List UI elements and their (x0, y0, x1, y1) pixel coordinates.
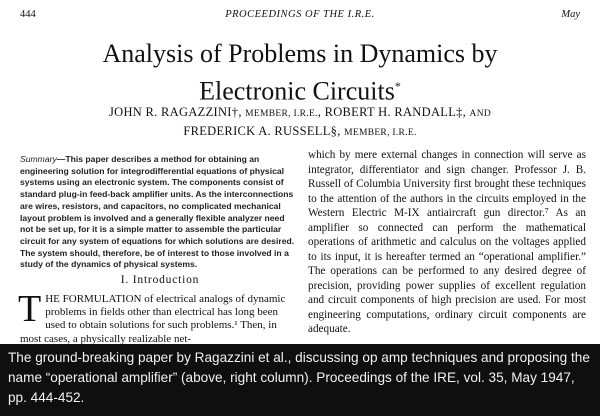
abstract (20, 154, 300, 271)
section-heading: I. Introduction (120, 274, 200, 286)
introduction-text: HE FORMULATION of electrical analogs of dynamic problems in fields other than electrical has long been used to obtain solutions for such problems.¹ Then, in most cases, a physically realizable net- (20, 293, 286, 344)
author-membership-2: MEMBER, I.R.E. (344, 128, 417, 138)
paper-title (0, 38, 600, 108)
author-russell: FREDERICK A. RUSSELL§, (183, 124, 345, 138)
author-randall: , ROBERT H. RANDALL‡, (317, 105, 470, 119)
author-list (0, 104, 600, 142)
right-column-paragraph: which by mere external changes in connection will serve as integrator, differentiator and sign changer. Professor J. B. Russell of Columbia University first brought these techniques to the attention of the authors in the circuits employed in the Western Electric M-IX antiaircraft gun director.⁷ As an amplifier so connected can perform the mathematical operations of arithmetic and calculus on the voltages applied to its input, it is hereafter termed an “operational amplifier.” The operations can be performed to any desired degree of precision, providing power supplies of excellent regulation and circuit components of high precision are used. For most engineering computations, ordinary circuit components are adequate. (308, 149, 586, 335)
introduction-paragraph (18, 288, 292, 344)
author-line-1 (0, 104, 600, 123)
drop-cap: T (18, 288, 42, 330)
author-line-2 (0, 123, 600, 142)
author-membership-1: MEMBER, I.R.E. (245, 109, 318, 119)
title-line-1: Analysis of Problems in Dynamics by (102, 39, 498, 68)
issue-month: May (561, 9, 580, 20)
page-number: 444 (20, 9, 36, 20)
journal-title: PROCEEDINGS OF THE I.R.E. (225, 9, 375, 20)
abstract-label: Summary (20, 154, 57, 164)
abstract-text: —This paper describes a method for obtaining an engineering solution for integrodifferential equations of physical systems using an electronic system. The components consist of standard plug-in feed-back amplifier units. As the interconnections are wires, resistors, and capacitors, no complicated mechanical layout problem is involved and a generally flexible analyzer need not be set up, for it is a simple matter to assemble the particular circuit for any system of equations for which solutions are desired. The system should, therefore, be of interest to those involved in a study of the dynamics of physical systems. (20, 154, 295, 270)
image-caption: The ground-breaking paper by Ragazzini et al., discussing op amp techniques and proposing the name “operational amplifier” (above, right column). Proceedings of the IRE, vol. 35, May 1947, pp. 444-452. (0, 344, 600, 416)
title-line-2-text: Electronic Circuits (199, 76, 395, 106)
title-footnote-mark: * (394, 79, 401, 93)
author-conjunction: AND (469, 109, 492, 119)
title-line-2 (0, 70, 600, 108)
author-ragazzini: JOHN R. RAGAZZINI†, (108, 105, 246, 119)
